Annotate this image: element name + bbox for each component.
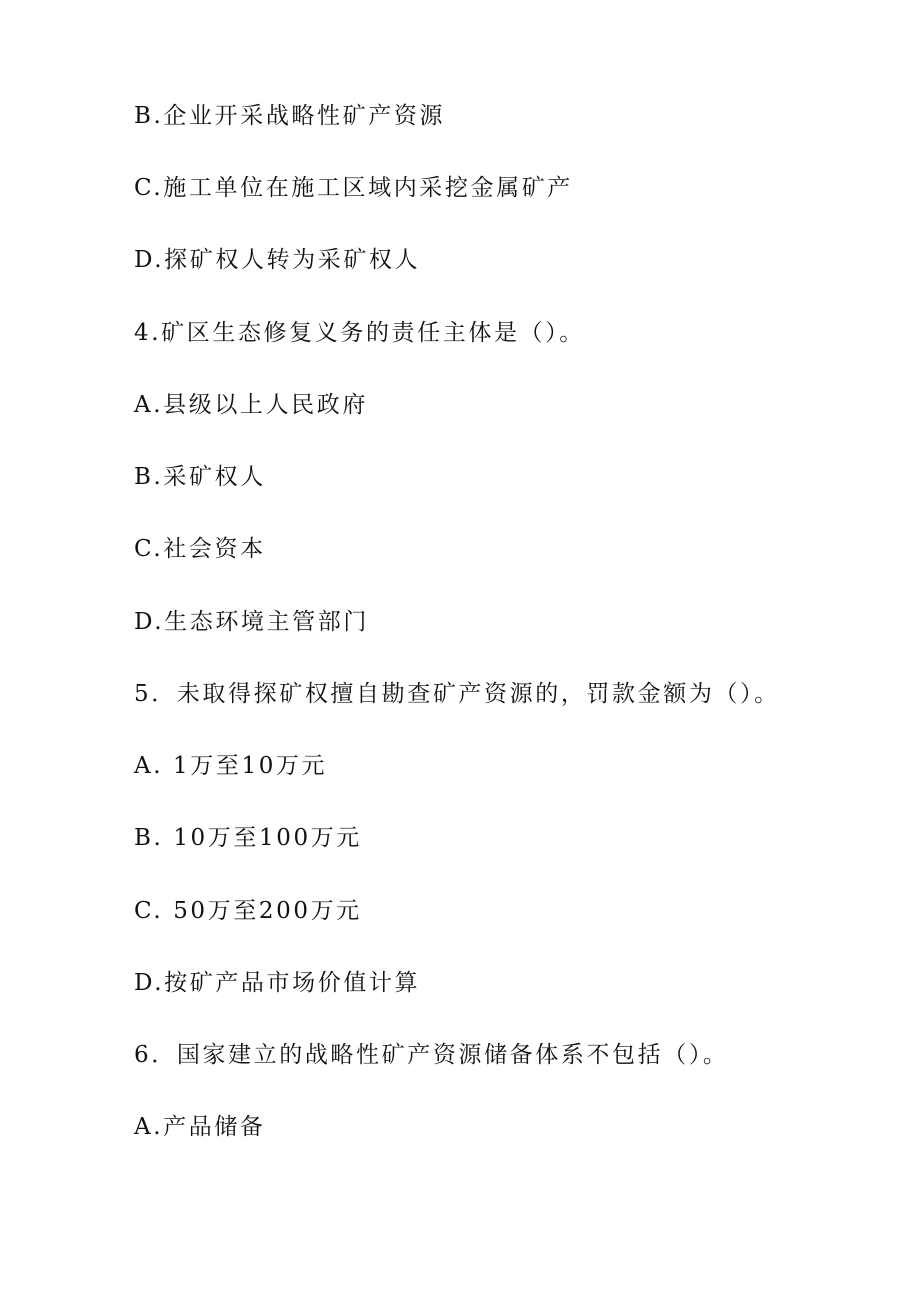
option-4b: B.采矿权人	[134, 464, 266, 490]
question-5: 5．未取得探矿权擅自勘查矿产资源的，罚款金额为（）。	[134, 681, 780, 707]
question-4: 4.矿区生态修复义务的责任主体是（）。	[134, 320, 585, 346]
option-4a: A.县级以上人民政府	[134, 392, 368, 418]
option-3d: D.探矿权人转为采矿权人	[134, 247, 421, 273]
option-5a: A. 1万至10万元	[134, 753, 328, 779]
question-6: 6．国家建立的战略性矿产资源储备体系不包括（）。	[134, 1042, 729, 1068]
option-5b: B. 10万至100万元	[134, 825, 362, 851]
option-5c: C. 50万至200万元	[134, 898, 362, 924]
option-6a: A.产品储备	[134, 1114, 266, 1140]
option-4d: D.生态环境主管部门	[134, 609, 369, 635]
option-5d: D.按矿产品市场价值计算	[134, 970, 421, 996]
option-3b: B.企业开采战略性矿产资源	[134, 103, 446, 129]
option-4c: C.社会资本	[134, 536, 266, 562]
option-3c: C.施工单位在施工区域内采挖金属矿产	[134, 175, 573, 201]
